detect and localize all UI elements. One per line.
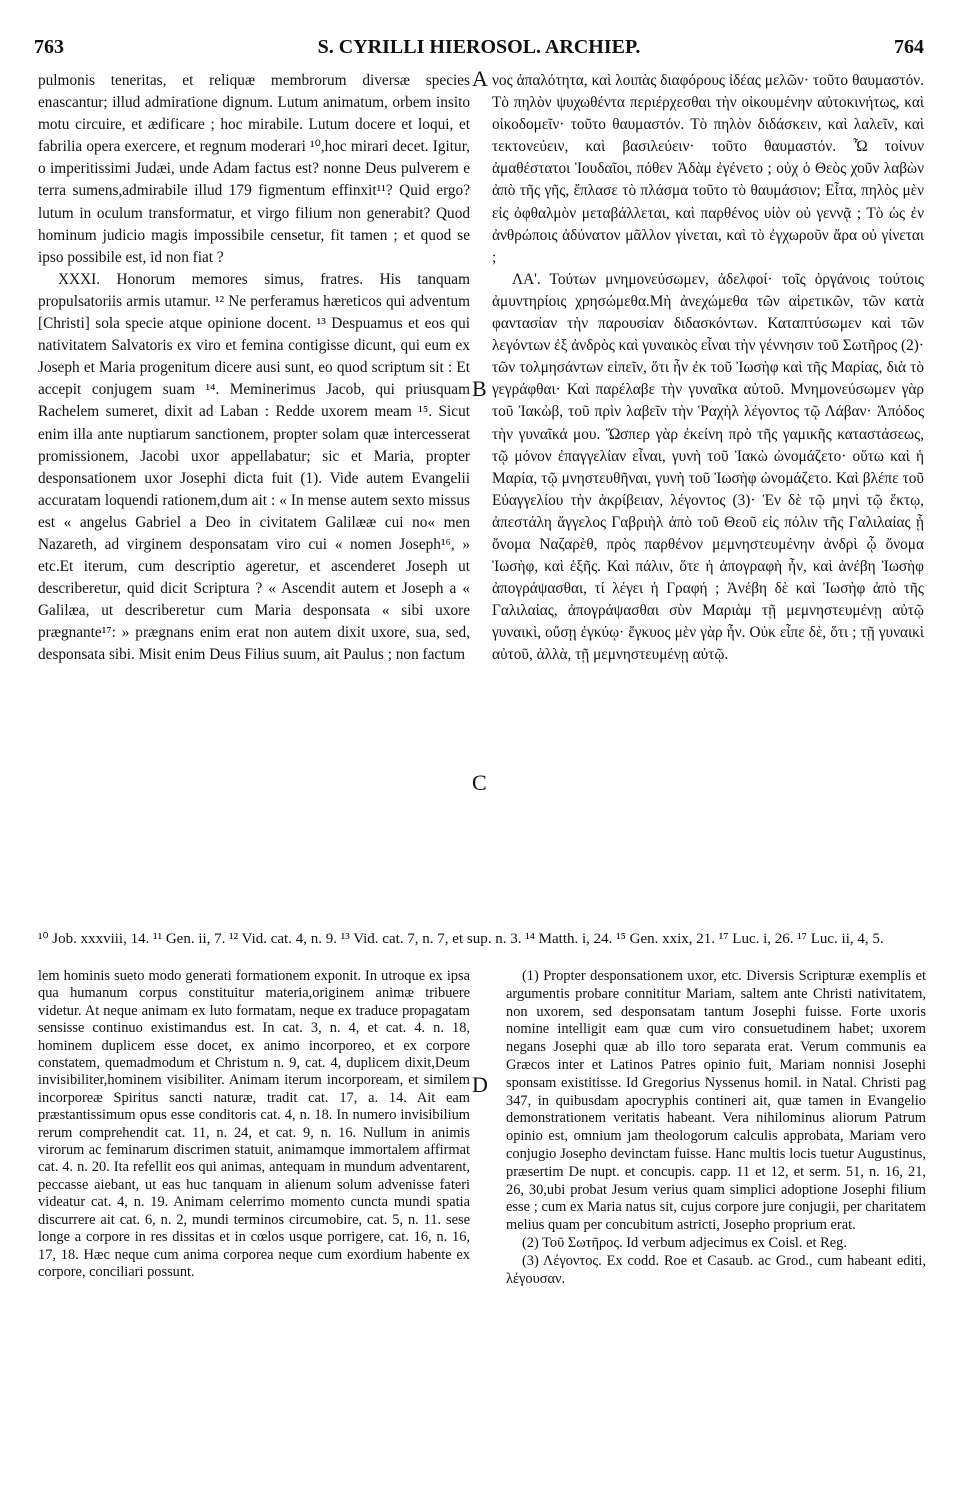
margin-marker-c: C <box>472 770 487 795</box>
latin-paragraph-2: XXXI. Honorum memores simus, fratres. His tanquam propulsatoriis armis utamur. ¹² Ne perferamus hæreticos qui adventum [Christi] sola specie atque opinione docent. ¹³ Despuamus et eos qui nativitatem Salvatoris ex viro et femina contigisse dicunt, qui eum ex Joseph et Maria progenitum dicere ausi sunt, eo quod scriptum sit : Et accepit conjugem suam ¹⁴. Meminerimus Jacob, qui priusquam Rachelem sumeret, dixit ad Laban : Redde uxorem meam ¹⁵. Sicut enim illa ante nuptiarum sanctionem, propter solam quæ intercesserat promissionem, Jacobi uxor appellabatur; sic et Maria, propter desponsationem uxor Josephi dicta fuit (1). Vide autem Evangelii accuratam loquendi rationem,dum ait : « In mense autem sexto missus est « angelus Gabriel a Deo in civitatem Galilææ cui no« men Nazareth, ad virginem desponsatam viro cui « nomen Joseph¹⁶, » etc.Et iterum, cum descriptio ageretur, et ascenderet Joseph ut describeretur, quid dicit Scriptura ? « Ascendit autem et Joseph a « Galilæa, ut describeretur cum Maria desponsata « sibi uxore prægnante¹⁷: » prægnans enim erat non autem dixit uxore, sua, sed, desponsata sibi. Misit enim Deus Filius suum, ait Paulus ; non factum <box>38 270 470 664</box>
margin-marker-a: A <box>472 66 488 91</box>
page-number-left: 763 <box>34 36 64 58</box>
footnotes-references: ¹⁰ Job. xxxviii, 14. ¹¹ Gen. ii, 7. ¹² Vid. cat. 4, n. 9. ¹³ Vid. cat. 7, n. 7, et sup. n. 3. ¹⁴ Matth. i, 24. ¹⁵ Gen. xxix, 21. ¹⁷ Luc. i, 26. ¹⁷ Luc. ii, 4, 5. <box>38 931 884 947</box>
greek-paragraph-1: νος ἁπαλότητα, καὶ λοιπὰς διαφόρους ἰδέας μελῶν· τοῦτο θαυμαστόν. Τὸ πηλὸν ψυχωθέντα περιέρχεσθαι τὴν οἰκουμένην αὐτοκινήτως, καὶ οἰκοδομεῖν· τοῦτο θαυμαστόν. Τὸ πηλὸν διδάσκειν, καὶ λαλεῖν, καὶ τεκτονεύειν, καὶ βασιλεύειν· τοῦτο θαυμαστόν. Ὦ τοίνυν ἀμαθέστατοι Ἰουδαῖοι, πόθεν Ἀδὰμ ἐγένετο ; οὐχ ὁ Θεὸς χοῦν λαβὼν ἀπὸ τῆς γῆς, ἔπλασε τὸ πλάσμα τοῦτο τὸ θαυμάσιον; Εἶτα, πηλὸς μὲν εἰς ὀφθαλμὸν μεταβάλλεται, καὶ παρθένος υἱὸν οὐ γεννᾷ ; Τὸ ὡς ἐν ἀνθρώποις ἀδύνατον μᾶλλον γίνεται, καὶ τὸ ἐγχωροῦν ἄρα οὐ γίνεται ; <box>492 72 924 266</box>
greek-column <box>492 70 924 667</box>
note-2: (2) Τοῦ Σωτῆρος. Id verbum adjecimus ex Coisl. et Reg. <box>522 1234 847 1251</box>
margin-marker-b: B <box>472 376 487 401</box>
page-number-right: 764 <box>894 36 924 58</box>
running-title: S. CYRILLI HIEROSOL. ARCHIEP. <box>317 36 641 58</box>
notes-left-column <box>38 968 470 1281</box>
margin-marker-d: D <box>472 1072 488 1097</box>
page-header <box>34 36 924 64</box>
greek-paragraph-2: ΛΑ'. Τούτων μνημονεύσωμεν, ἀδελφοί· τοῖς ὀργάνοις τούτοις ἀμυντηρίοις χρησώμεθα.Μὴ ἀνεχώμεθα τῶν αἱρετικῶν, τῶν κατὰ φαντασίαν τὴν παρουσίαν διδασκόντων. Καταπτύσωμεν καὶ τῶν λεγόντων ἐξ ἀνδρὸς καὶ γυναικὸς εἶναι τὴν γέννησιν τοῦ Σωτῆρος (2)· τῶν τολμησάντων εἰπεῖν, ὅτι ἦν ἐκ τοῦ Ἰωσὴφ καὶ τῆς Μαρίας, διὰ τὸ γεγράφθαι· Καὶ παρέλαβε τὴν γυναῖκα αὐτοῦ. Μνημονεύσωμεν γὰρ τοῦ Ἰακὼβ, τοῦ πρὶν λαβεῖν τὴν Ῥαχὴλ λέγοντος τῷ Λάβαν· Ἀπόδος τὴν γυναῖκά μου. Ὥσπερ γὰρ ἐκείνη πρὸ τῆς γαμικῆς καταστάσεως, τῷ μόνον ἐπαγγελίαν εἶναι, γυνὴ τοῦ Ἰακὼ ὠνομάζετο· οὕτω καὶ ἡ Μαρία, τῷ μνηστευθῆναι, γυνὴ τοῦ Ἰωσὴφ ὠνομάζετο. Καὶ βλέπε τοῦ Εὐαγγελίου τὴν ἀκρίβειαν, λέγοντος (3)· Ἐν δὲ τῷ μηνὶ τῷ ἕκτῳ, ἀπεστάλη ἄγγελος Γαβριὴλ ἀπὸ τοῦ Θεοῦ εἰς πόλιν τῆς Γαλιλαίας ᾗ ὄνομα Ναζαρὲθ, πρὸς παρθένον μεμνηστευμένην ἀνδρὶ ᾧ ὄνομα Ἰωσὴφ, καὶ ἑξῆς. Καὶ πάλιν, ὅτε ἡ ἀπογραφὴ ἦν, καὶ ἀνέβη Ἰωσὴφ ἀπογράψασθαι, τί λέγει ἡ Γραφή ; Ἀνέβη δὲ καὶ Ἰωσὴφ ἀπὸ τῆς Γαλιλαίας, ἀπογράψασθαι σὺν Μαριὰμ τῇ μεμνηστευμένῃ αὐτῷ γυναικὶ, οὔσῃ ἐγκύῳ· ἔγκυος μὲν γὰρ ἦν. Οὐκ εἶπε δὲ, ὅτι ; τῇ γυναικὶ αὐτοῦ, ἀλλὰ, τῇ μεμνηστευμένῃ αὐτῷ. <box>492 270 924 664</box>
note-3: (3) Λέγοντος. Ex codd. Roe et Casaub. ac Grod., cum habeant editi, λέγουσαν. <box>506 1252 926 1287</box>
latin-paragraph-1: pulmonis teneritas, et reliquæ membrorum diversæ species enascantur; illud admiratione dignum. Lutum animatum, orbem insito motu circuire, et ædificare ; hoc mirabile. Lutum docere et loqui, et fabrilia opera exercere, et regnum moderari ¹⁰,hoc mirari decet. Igitur, o imperitissimi Judæi, unde Adam factus est? nonne Deus pulverem e terra sumens,admirabile illud 179 figmentum effinxit¹¹? Quid ergo? lutum in oculum transformatur, et virgo filium non generabit? Quod hominum judicio magis impossibile censetur, fit tamen ; et quod se ipso possibile est, id non fiat ? <box>38 72 470 266</box>
note-1: (1) Propter desponsationem uxor, etc. Diversis Scripturæ exemplis et argumentis probare connititur Mariam, saltem ante Christi nativitatem, non uxorem, sed desponsatam tantum Josephi fuisse. Forte uxoris nomine intelligit eam quæ cum viro consuetudinem habet; uxorem negans Josephi quæ ab illo toro separata erat. Verum communis ea Græcos inter et Latinos Patres opinio fuit, Mariam nonnisi Josephi sponsam existitisse. Id Gregorius Nyssenus homil. in Natal. Christi pag 347, in quibusdam apocryphis contineri ait, quæ tamen in Evangelio demonstrationem veritatis habeant. Vera nihilominus aliorum Patrum opinio est, omnium jam theologorum calculis approbata, Mariam vero conjugio Josepho devinctam fuisse. Hanc multis locis tuetur Augustinus, præsertim De nupt. et concupis. capp. 11 et 12, et serm. 51, n. 16, 21, 26, 30,ubi probat Jesum verius quam simplici adoptione Josephi filium esse ; cum ex Maria natus sit, cujus corpore jure conjugii, per charitatem melius quam per concubitum astricti, Josepho proprium erat. <box>506 968 926 1234</box>
notes-right-column <box>506 968 926 1288</box>
notes-left-text: lem hominis sueto modo generati formationem exponit. In utroque ex ipsa qua humanum corpus constituitur materia,originem animæ tribuere videtur. At neque animam ex luto formatam, neque ex traduce propagatam sensisse continuo existimandus est. In cat. 3, n. 4, et cat. 4. n. 18, hominem duplicem esse docet, ex animo incorporeo, et ex corpore constatem, quemadmodum et Christum n. 9, cat. 4, duplicem dixit,Deum invisibiliter,hominem visibiliter. Animam iterum incorpoream, et similem incorporeæ Spiritus sancti naturæ, tradit cat. 17, a. 14. Ait eam præstantissimum opus esse conditoris cat. 4, n. 18. In numero invisibilium rerum comprehendit cat. 11, n. 24, et cat. 9, n. 16. Nullum in animis virorum ac feminarum discrimen statuit, animamque immortalem affirmat cat. 4. n. 20. Ita refellit eos qui animas, antequam in mundum adventarent, peccasse aiebant, ut eas huc tanquam in alienum solum advenisse fateri videatur cat. 4, n. 19. Animam celerrimo momento cuncta mundi spatia discurrere ait cat. 6, n. 2, mundi terminos circumobire, cat. 5, n. 11. sese longe a corpore in res dissitas et in cœlos usque porrigere, cat. 16, n. 16, 17, 18. Hæc neque cum anima corporea neque cum exordium habente ex corpore, conciliari possunt. <box>38 968 470 1280</box>
latin-column <box>38 70 470 667</box>
